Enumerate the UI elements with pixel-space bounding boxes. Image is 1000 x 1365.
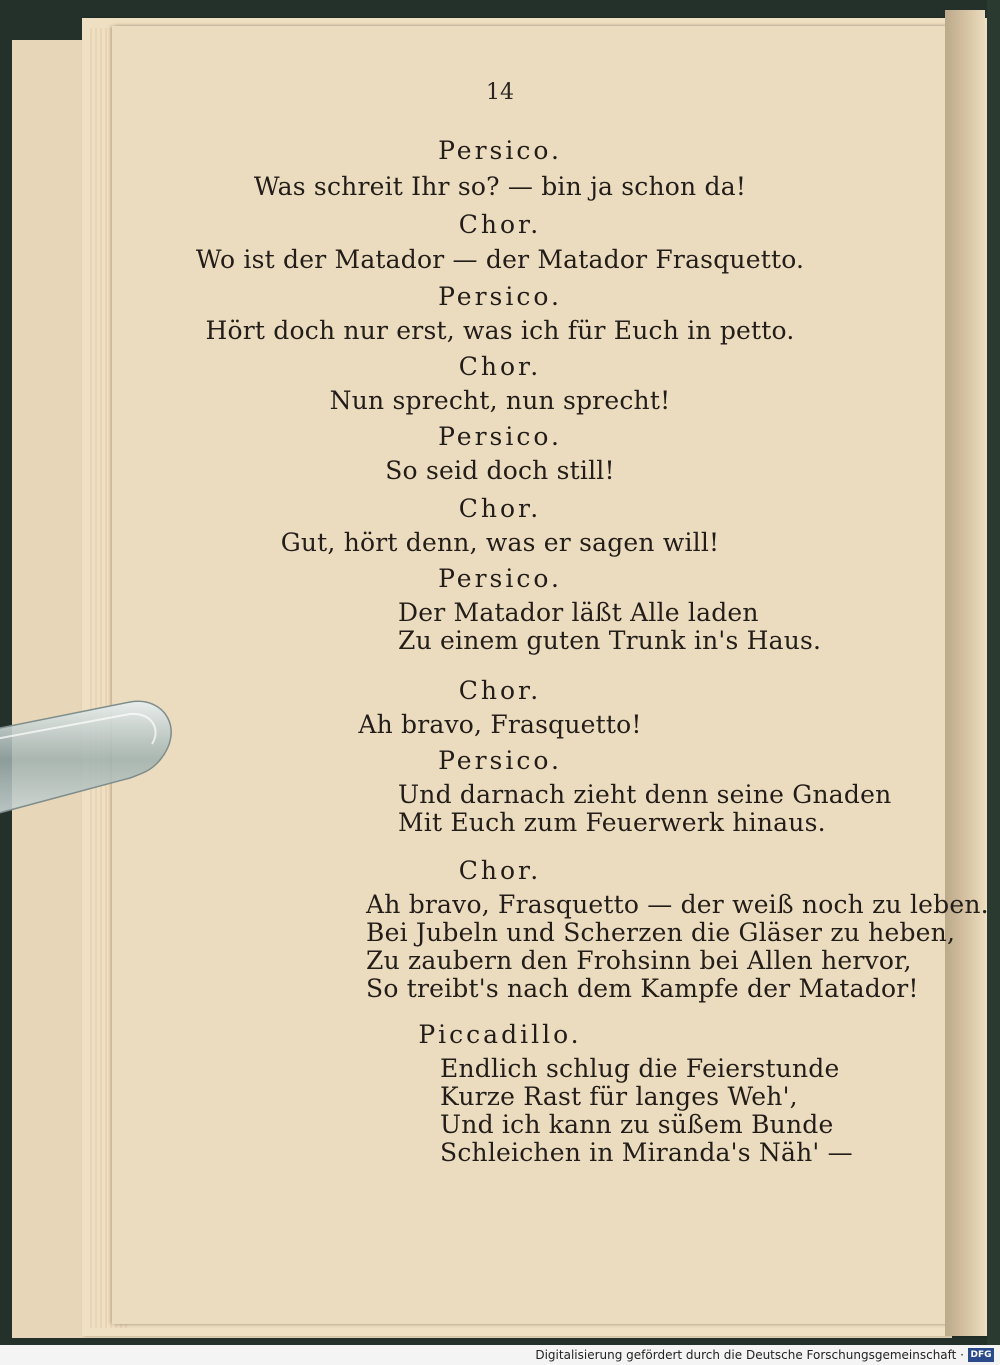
verse-line: So seid doch still!: [385, 456, 615, 485]
verse-line: Bei Jubeln und Scherzen die Gläser zu heben,: [366, 918, 956, 947]
speaker-label: Persico.: [438, 564, 562, 593]
verse-line: Nun sprecht, nun sprecht!: [329, 386, 671, 415]
verse-line: Kurze Rast für langes Weh',: [440, 1082, 798, 1111]
verse-line: Ah bravo, Frasquetto!: [358, 710, 642, 739]
speaker-label: Chor.: [458, 676, 542, 705]
footer-bar: [0, 1345, 1000, 1365]
speaker-label: Chor.: [458, 494, 542, 523]
verse-line: Gut, hört denn, was er sagen will!: [280, 528, 720, 557]
verse-line: Und ich kann zu süßem Bunde: [440, 1110, 834, 1139]
page-clip: [0, 700, 180, 820]
speaker-label: Persico.: [438, 282, 562, 311]
verse-line: Zu einem guten Trunk in's Haus.: [398, 626, 822, 655]
verse-line: So treibt's nach dem Kampfe der Matador!: [366, 974, 919, 1003]
background-strip: [987, 0, 1000, 1345]
speaker-label: Persico.: [438, 746, 562, 775]
verse-line: Der Matador läßt Alle laden: [398, 598, 759, 627]
page-number: 14: [486, 80, 514, 105]
dfg-logo: DFG: [968, 1348, 994, 1362]
speaker-label: Persico.: [438, 136, 562, 165]
verse-line: Hört doch nur erst, was ich für Euch in petto.: [205, 316, 795, 345]
verse-line: Ah bravo, Frasquetto — der weiß noch zu leben.: [366, 890, 989, 919]
verse-line: Wo ist der Matador — der Matador Frasquetto.: [195, 245, 805, 274]
verse-line: Endlich schlug die Feierstunde: [440, 1054, 840, 1083]
verse-line: Schleichen in Miranda's Näh' —: [440, 1138, 853, 1167]
speaker-label: Piccadillo.: [418, 1020, 582, 1049]
funding-notice: Digitalisierung gefördert durch die Deutsche Forschungsgemeinschaft ·: [535, 1348, 964, 1362]
gutter-shadow: [945, 10, 985, 1336]
verse-line: Mit Euch zum Feuerwerk hinaus.: [398, 808, 826, 837]
verse-line: Und darnach zieht denn seine Gnaden: [398, 780, 892, 809]
speaker-label: Chor.: [458, 210, 542, 239]
speaker-label: Persico.: [438, 422, 562, 451]
verse-line: Was schreit Ihr so? — bin ja schon da!: [253, 172, 747, 201]
verse-line: Zu zaubern den Frohsinn bei Allen hervor,: [366, 946, 912, 975]
speaker-label: Chor.: [458, 352, 542, 381]
speaker-label: Chor.: [458, 856, 542, 885]
